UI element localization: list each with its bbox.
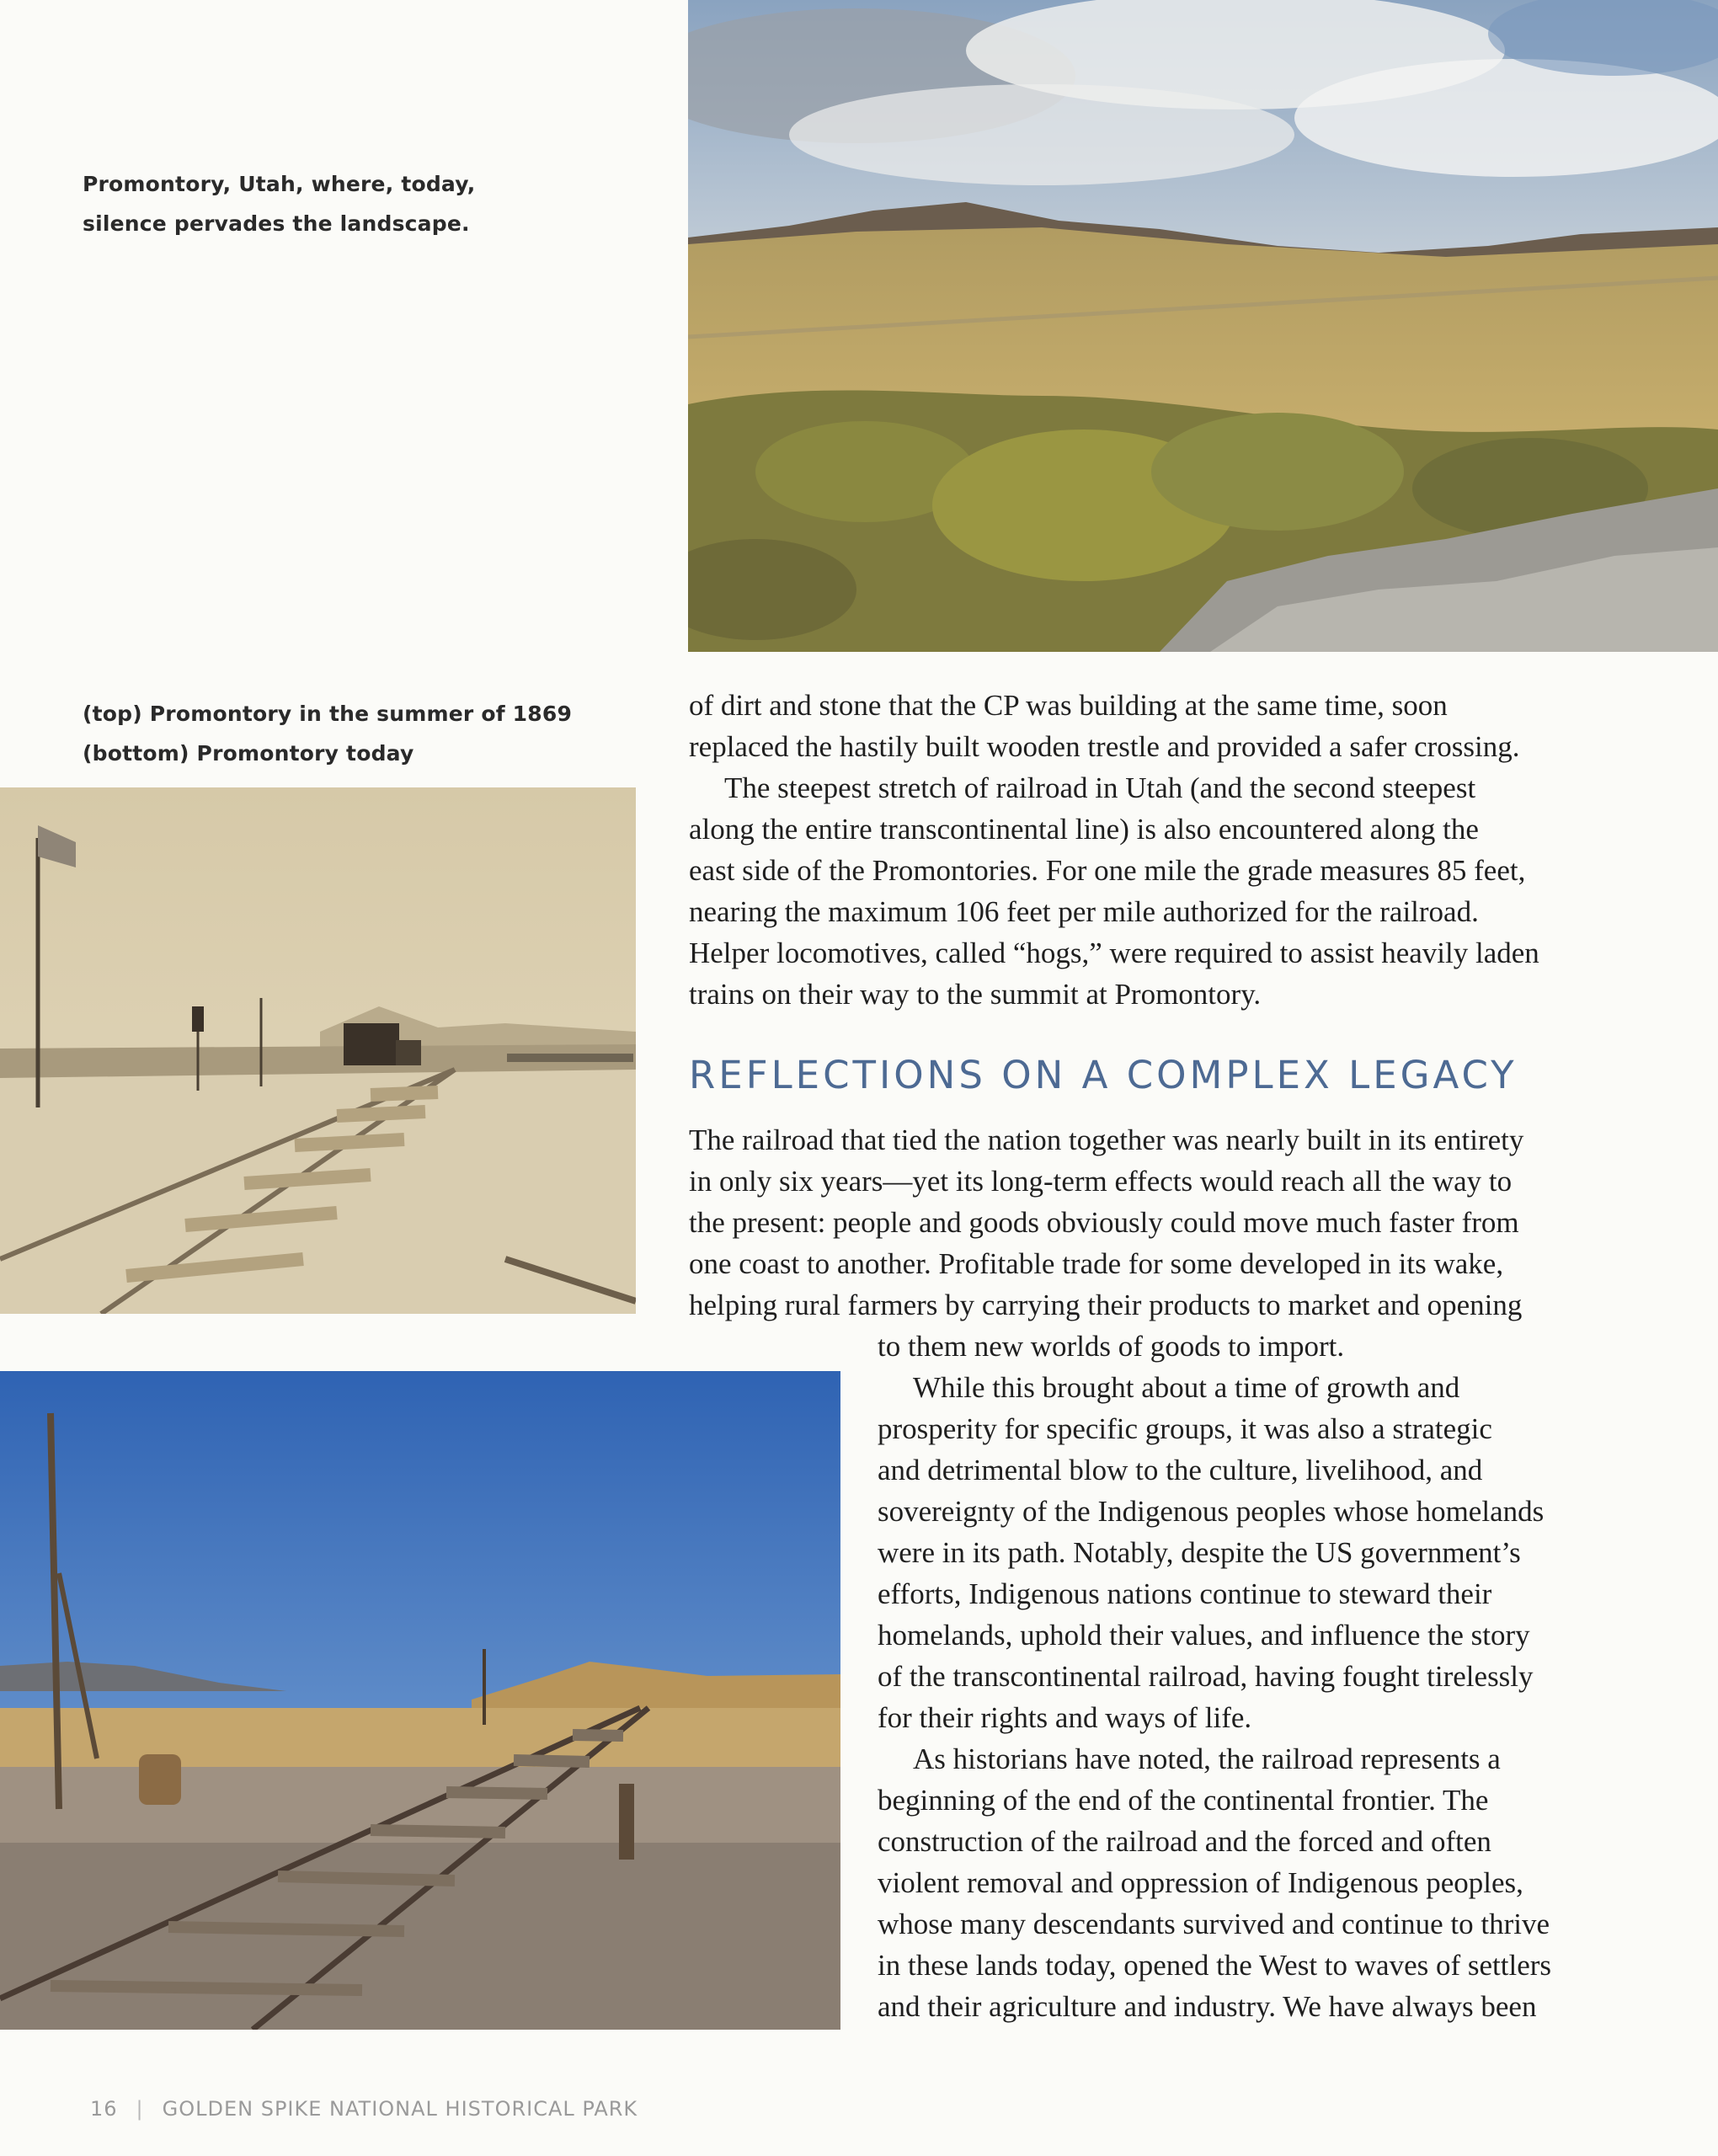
paragraph-growth-prosperity	[878, 1367, 1686, 1738]
paragraph-historians	[878, 1738, 1686, 2027]
text-line: east side of the Promontories. For one mile the grade measures 85 feet,	[689, 854, 1526, 887]
historic-photo	[0, 787, 636, 1314]
text-line: were in its path. Notably, despite the US government’s	[878, 1536, 1521, 1569]
article-body-top	[689, 685, 1674, 1015]
text-line: Helper locomotives, called “hogs,” were required to assist heavily laden	[689, 937, 1539, 969]
text-line: As historians have noted, the railroad represents a	[913, 1742, 1501, 1775]
footer-separator: |	[136, 2097, 144, 2121]
article-body-narrow	[878, 1326, 1686, 2027]
text-line: nearing the maximum 106 feet per mile authorized for the railroad.	[689, 895, 1479, 928]
text-line: The steepest stretch of railroad in Utah (and the second steepest	[724, 771, 1476, 804]
text-line: of dirt and stone that the CP was building at the same time, soon	[689, 689, 1448, 722]
text-line: and their agriculture and industry. We have always been	[878, 1990, 1537, 2023]
text-line: The railroad that tied the nation together was nearly built in its entirety	[689, 1123, 1524, 1156]
text-line: the present: people and goods obviously could move much faster from	[689, 1206, 1519, 1239]
section-heading: REFLECTIONS ON A COMPLEX LEGACY	[689, 1053, 1518, 1097]
text-line: helping rural farmers by carrying their products to market and opening	[689, 1289, 1523, 1321]
caption-line: (bottom) Promontory today	[83, 741, 414, 766]
caption-line: silence pervades the landscape.	[83, 211, 470, 236]
article-body-legacy	[689, 1119, 1674, 1326]
text-line: sovereignty of the Indigenous peoples whose homelands	[878, 1495, 1545, 1528]
text-line: While this brought about a time of growth and	[913, 1371, 1460, 1404]
text-line: in only six years—yet its long-term effects would reach all the way to	[689, 1165, 1513, 1198]
text-line: replaced the hastily built wooden trestle and provided a safer crossing.	[689, 730, 1520, 763]
text-line: and detrimental blow to the culture, livelihood, and	[878, 1454, 1483, 1486]
caption-line: Promontory, Utah, where, today,	[83, 172, 476, 196]
landscape-image	[688, 0, 1718, 652]
caption-landscape	[83, 164, 476, 243]
text-line: violent removal and oppression of Indigenous peoples,	[878, 1866, 1523, 1899]
caption-pair	[83, 694, 572, 773]
publication-title: GOLDEN SPIKE NATIONAL HISTORICAL PARK	[162, 2097, 638, 2121]
paragraph-railroad-nation-end	[878, 1326, 1686, 1367]
text-line: of the transcontinental railroad, having fought tirelessly	[878, 1660, 1534, 1693]
modern-image	[0, 1371, 840, 2030]
page-footer	[90, 2097, 638, 2121]
text-line: in these lands today, opened the West to waves of settlers	[878, 1949, 1552, 1982]
paragraph-railroad-nation	[689, 1119, 1674, 1326]
text-line: construction of the railroad and the forced and often	[878, 1825, 1491, 1858]
text-line: efforts, Indigenous nations continue to steward their	[878, 1577, 1492, 1610]
landscape-photo	[688, 0, 1718, 652]
page-number: 16	[90, 2097, 118, 2121]
text-line: one coast to another. Profitable trade for some developed in its wake,	[689, 1247, 1504, 1280]
text-line: homelands, uphold their values, and influence the story	[878, 1619, 1530, 1652]
text-line: prosperity for specific groups, it was also a strategic	[878, 1412, 1492, 1445]
text-line: to them new worlds of goods to import.	[878, 1330, 1345, 1363]
paragraph-continuation	[689, 685, 1674, 767]
historic-image	[0, 787, 636, 1314]
text-line: whose many descendants survived and continue to thrive	[878, 1908, 1550, 1940]
text-line: along the entire transcontinental line) is also encountered along the	[689, 813, 1479, 846]
text-line: for their rights and ways of life.	[878, 1701, 1252, 1734]
modern-photo	[0, 1371, 840, 2030]
paragraph-steepest-stretch	[689, 767, 1674, 1015]
text-line: trains on their way to the summit at Promontory.	[689, 978, 1262, 1011]
text-line: beginning of the end of the continental frontier. The	[878, 1784, 1489, 1817]
caption-line: (top) Promontory in the summer of 1869	[83, 702, 573, 726]
